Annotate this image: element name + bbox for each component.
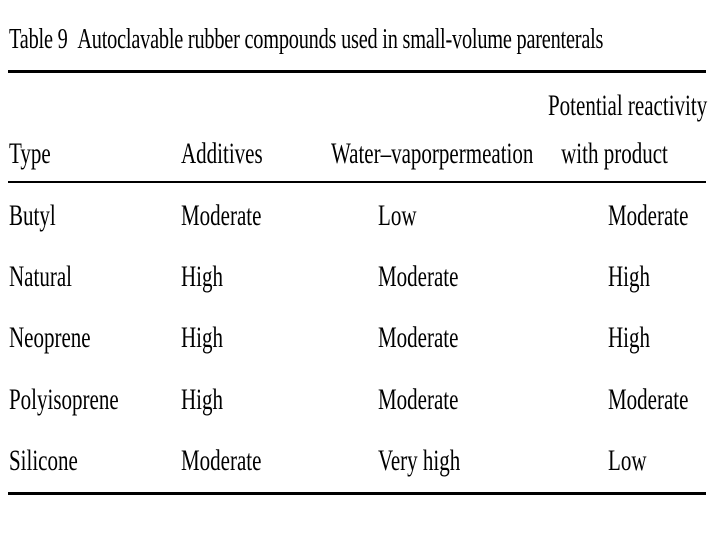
cell-permeation: Very high bbox=[378, 444, 461, 477]
cell-permeation: Moderate bbox=[378, 260, 459, 293]
header-type: Type bbox=[9, 137, 51, 170]
header-reactivity-line1: Potential reactivity bbox=[548, 89, 708, 122]
cell-additives: Moderate bbox=[181, 199, 262, 232]
cell-permeation: Moderate bbox=[378, 321, 459, 354]
header-reactivity bbox=[548, 88, 708, 172]
cell-reactivity: Moderate bbox=[608, 199, 689, 232]
cell-reactivity: High bbox=[608, 321, 650, 354]
cell-type: Neoprene bbox=[9, 321, 91, 354]
header-permeation: Water–vaporpermeation bbox=[331, 137, 534, 170]
cell-type: Natural bbox=[9, 260, 72, 293]
table-number: Table 9 bbox=[9, 23, 68, 55]
table-bottom-rule bbox=[8, 492, 706, 495]
cell-type: Polyisoprene bbox=[9, 383, 119, 416]
table-top-rule bbox=[8, 70, 706, 73]
cell-reactivity: Low bbox=[608, 444, 647, 477]
header-additives: Additives bbox=[181, 137, 263, 170]
cell-additives: High bbox=[181, 260, 223, 293]
cell-permeation: Low bbox=[378, 199, 417, 232]
header-reactivity-line2: with product bbox=[561, 137, 668, 170]
cell-type: Butyl bbox=[9, 199, 56, 232]
cell-reactivity: High bbox=[608, 260, 650, 293]
table-title: Autoclavable rubber compounds used in small-volume parenterals bbox=[77, 23, 604, 55]
cell-type: Silicone bbox=[9, 444, 78, 477]
cell-additives: High bbox=[181, 321, 223, 354]
table-caption bbox=[9, 20, 603, 58]
cell-permeation: Moderate bbox=[378, 383, 459, 416]
table-header-rule bbox=[8, 181, 706, 183]
cell-reactivity: Moderate bbox=[608, 383, 689, 416]
cell-additives: High bbox=[181, 383, 223, 416]
cell-additives: Moderate bbox=[181, 444, 262, 477]
